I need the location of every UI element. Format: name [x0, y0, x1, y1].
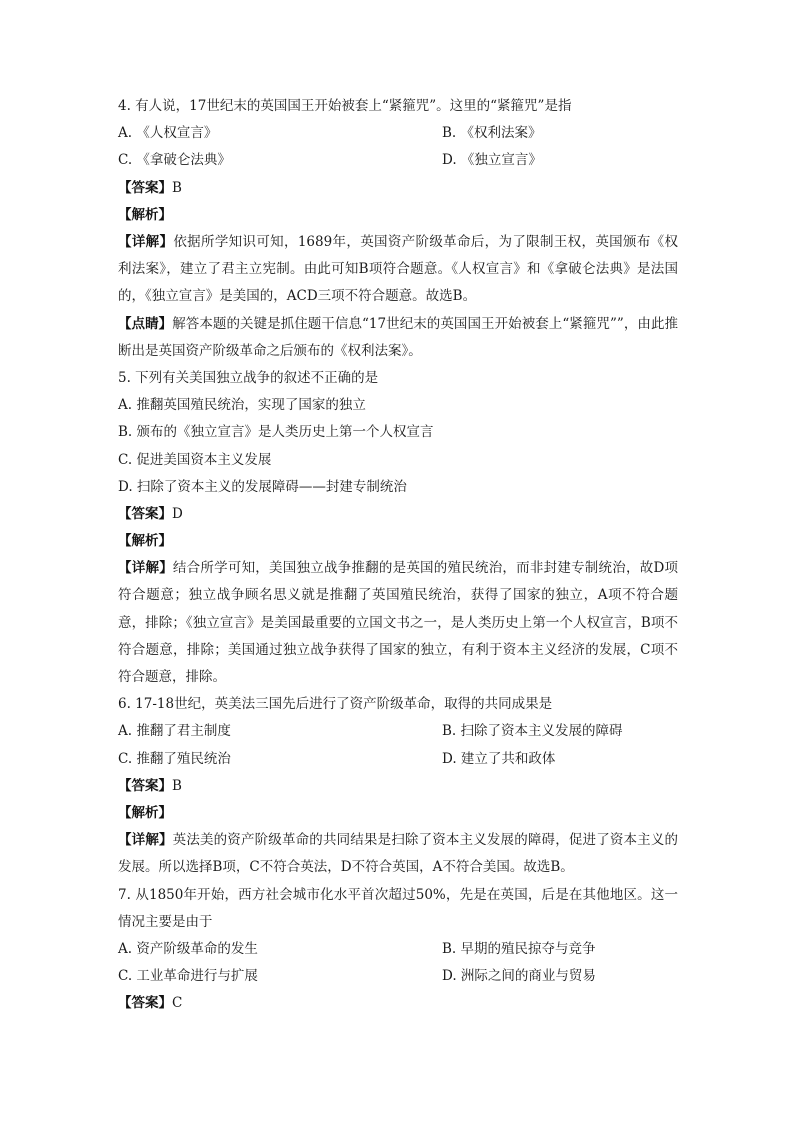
question-5-option-d: D. 扫除了资本主义的发展障碍——封建专制统治 — [118, 478, 407, 495]
answer-tag: 【答案】 — [118, 995, 172, 1012]
question-6-option-c: C. 推翻了殖民统治 — [118, 750, 231, 767]
question-5-detail — [118, 555, 678, 691]
question-5-analysis — [118, 528, 678, 555]
answer-tag: 【答案】 — [118, 777, 172, 794]
answer-value: B — [172, 179, 182, 196]
question-5-option-a: A. 推翻英国殖民统治，实现了国家的独立 — [118, 397, 366, 414]
question-6-option-d: D. 建立了共和政体 — [442, 750, 556, 767]
detail-text: 依据所学知识可知，1689年，英国资产阶级革命后，为了限制王权，英国颁布《权利法案》，建立了君主立宪制。由此可知B项符合题意。《人权宣言》和《拿破仑法典》是法国的，《独立宣言》是美国的，ACD三项不符合题意。故选B。 — [118, 233, 679, 305]
analysis-tag: 【解析】 — [118, 533, 172, 550]
question-6-detail — [118, 827, 678, 881]
question-7-option-c: C. 工业革命进行与扩展 — [118, 968, 258, 985]
question-7-options-row-2 — [118, 963, 678, 990]
question-6-option-a: A. 推翻了君主制度 — [118, 723, 231, 740]
question-5-answer — [118, 501, 678, 528]
question-4-option-c: C. 《拿破仑法典》 — [118, 152, 231, 169]
question-5-option-c: C. 促进美国资本主义发展 — [118, 451, 272, 468]
question-4-option-b: B. 《权利法案》 — [442, 125, 542, 142]
question-4-analysis — [118, 202, 678, 229]
answer-value: C — [172, 995, 183, 1012]
question-4-option-d: D. 《独立宣言》 — [442, 152, 542, 169]
question-6-answer — [118, 773, 678, 800]
question-5-option-b: B. 颁布的《独立宣言》是人类历史上第一个人权宣言 — [118, 424, 434, 441]
question-7-option-a: A. 资产阶级革命的发生 — [118, 941, 258, 958]
detail-tag: 【详解】 — [118, 560, 173, 577]
detail-tag: 【详解】 — [118, 233, 174, 250]
question-4-options-row-1 — [118, 120, 678, 147]
question-7-options-row-1 — [118, 936, 678, 963]
question-6-options-row-2 — [118, 746, 678, 773]
question-7-option-d: D. 洲际之间的商业与贸易 — [442, 968, 596, 985]
question-6-options-row-1 — [118, 718, 678, 745]
question-4-answer — [118, 175, 678, 202]
document-page — [118, 93, 678, 1018]
detail-text: 英法美的资产阶级革命的共同结果是扫除了资本主义发展的障碍，促进了资本主义的发展。所以选择B项，C不符合英法，D不符合英国，A不符合美国。故选B。 — [118, 832, 679, 876]
question-7-stem: 7. 从1850年开始，西方社会城市化水平首次超过50%，先是在英国，后是在其他地区。这一情况主要是由于 — [118, 886, 678, 930]
question-6-analysis — [118, 800, 678, 827]
answer-tag: 【答案】 — [118, 179, 172, 196]
point-tag: 【点睛】 — [118, 315, 173, 332]
question-4-stem: 4. 有人说，17世纪末的英国国王开始被套上“紧箍咒”。这里的“紧箍咒”是指 — [118, 98, 572, 114]
answer-value: B — [172, 777, 182, 794]
question-4-option-a: A. 《人权宣言》 — [118, 125, 218, 142]
point-text: 解答本题的关键是抓住题干信息“17世纪末的英国国王开始被套上“紧箍咒””，由此推断出是英国资产阶级革命之后颁布的《权利法案》。 — [118, 315, 679, 359]
question-6-option-b: B. 扫除了资本主义发展的障碍 — [442, 723, 623, 740]
analysis-tag: 【解析】 — [118, 206, 172, 223]
detail-tag: 【详解】 — [118, 832, 173, 849]
question-6-stem: 6. 17-18世纪，英美法三国先后进行了资产阶级革命，取得的共同成果是 — [118, 696, 553, 713]
question-5-stem: 5. 下列有关美国独立战争的叙述不正确的是 — [118, 369, 379, 386]
question-7-option-b: B. 早期的殖民掠夺与竞争 — [442, 941, 596, 958]
analysis-tag: 【解析】 — [118, 805, 172, 822]
question-4-options-row-2 — [118, 147, 678, 174]
question-4-point — [118, 311, 678, 365]
question-7-answer — [118, 990, 678, 1017]
detail-text: 结合所学可知，美国独立战争推翻的是英国的殖民统治，而非封建专制统治，故D项符合题意；独立战争顾名思义就是推翻了英国殖民统治，获得了国家的独立，A项不符合题意，排除；《独立宣言》是美国最重要的立国文书之一，是人类历史上第一个人权宣言，B项不符合题意，排除；美国通过独立战争获得了国家的独立，有利于资本主义经济的发展，C项不符合题意，排除。 — [118, 560, 678, 686]
answer-value: D — [172, 505, 183, 522]
answer-tag: 【答案】 — [118, 505, 172, 522]
question-4-detail — [118, 229, 678, 311]
